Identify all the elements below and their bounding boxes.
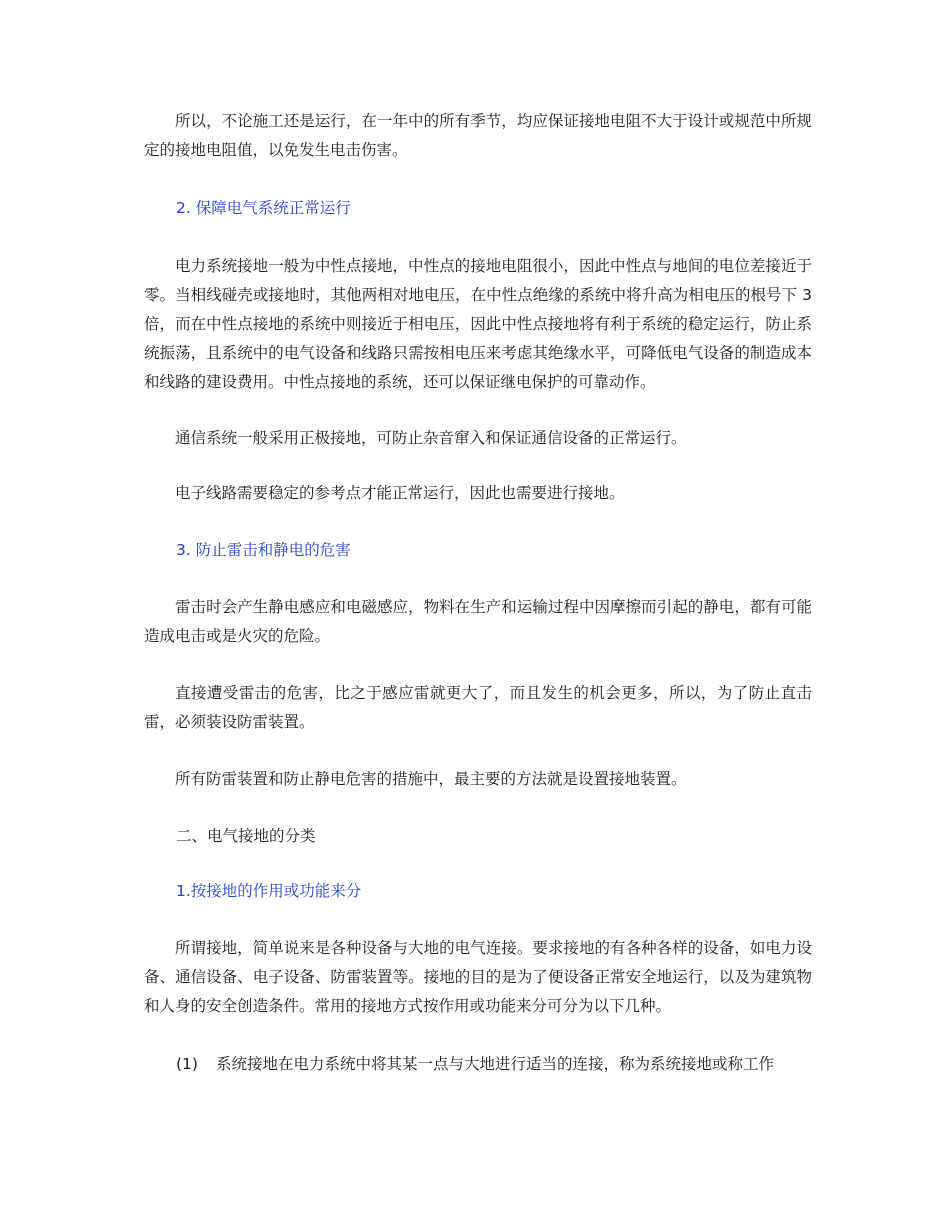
list-item-text: 系统接地在电力系统中将其某一点与大地进行适当的连接，称为系统接地或称工作: [216, 1055, 775, 1073]
section-heading-lightning-static: 3. 防止雷击和静电的危害: [176, 541, 351, 559]
paragraph-grounding-resistance: 所以，不论施工还是运行，在一年中的所有季节，均应保证接地电阻不大于设计或规范中所规定的接地电阻值，以免发生电击伤害。: [144, 112, 812, 159]
paragraph-communication-grounding: 通信系统一般采用正极接地，可防止杂音窜入和保证通信设备的正常运行。: [175, 429, 687, 447]
paragraph-direct-lightning: 直接遭受雷击的危害，比之于感应雷就更大了，而且发生的机会更多，所以，为了防止直击雷，必须装设防雷装置。: [144, 684, 812, 731]
paragraph-grounding-definition: 所谓接地，简单说来是各种设备与大地的电气连接。要求接地的有各种各样的设备，如电力设备、通信设备、电子设备、防雷装置等。接地的目的是为了便设备正常安全地运行，以及为建筑物和人身的安全创造条件。常用的接地方式按作用或功能来分可分为以下几种。: [144, 939, 812, 1015]
subheading-by-function: 1.按接地的作用或功能来分: [176, 882, 362, 900]
paragraph-grounding-device: 所有防雷装置和防止静电危害的措施中，最主要的方法就是设置接地装置。: [175, 770, 687, 788]
list-item-system-grounding: [144, 1050, 844, 1079]
paragraph-electronic-grounding: 电子线路需要稳定的参考点才能正常运行，因此也需要进行接地。: [175, 484, 625, 502]
section-heading-normal-operation: 2. 保障电气系统正常运行: [176, 199, 351, 217]
section-heading-classification: 二、电气接地的分类: [176, 827, 316, 845]
paragraph-static-induction: 雷击时会产生静电感应和电磁感应，物料在生产和运输过程中因摩擦而引起的静电，都有可能造成电击或是火灾的危险。: [144, 598, 812, 645]
list-item-number: (1): [176, 1055, 198, 1073]
paragraph-neutral-grounding: 电力系统接地一般为中性点接地，中性点的接地电阻很小，因此中性点与地间的电位差接近于零。当相线碰壳或接地时，其他两相对地电压，在中性点绝缘的系统中将升高为相电压的根号下 3 倍，而在中性点接地的系统中则接近于相电压，因此中性点接地将有利于系统的稳定运行，防止系统振荡，且系统中的电气设备和线路只需按相电压来考虑其绝缘水平，可降低电气设备的制造成本和线路的建设费用。中性点接地的系统，还可以保证继电保护的可靠动作。: [144, 257, 812, 391]
